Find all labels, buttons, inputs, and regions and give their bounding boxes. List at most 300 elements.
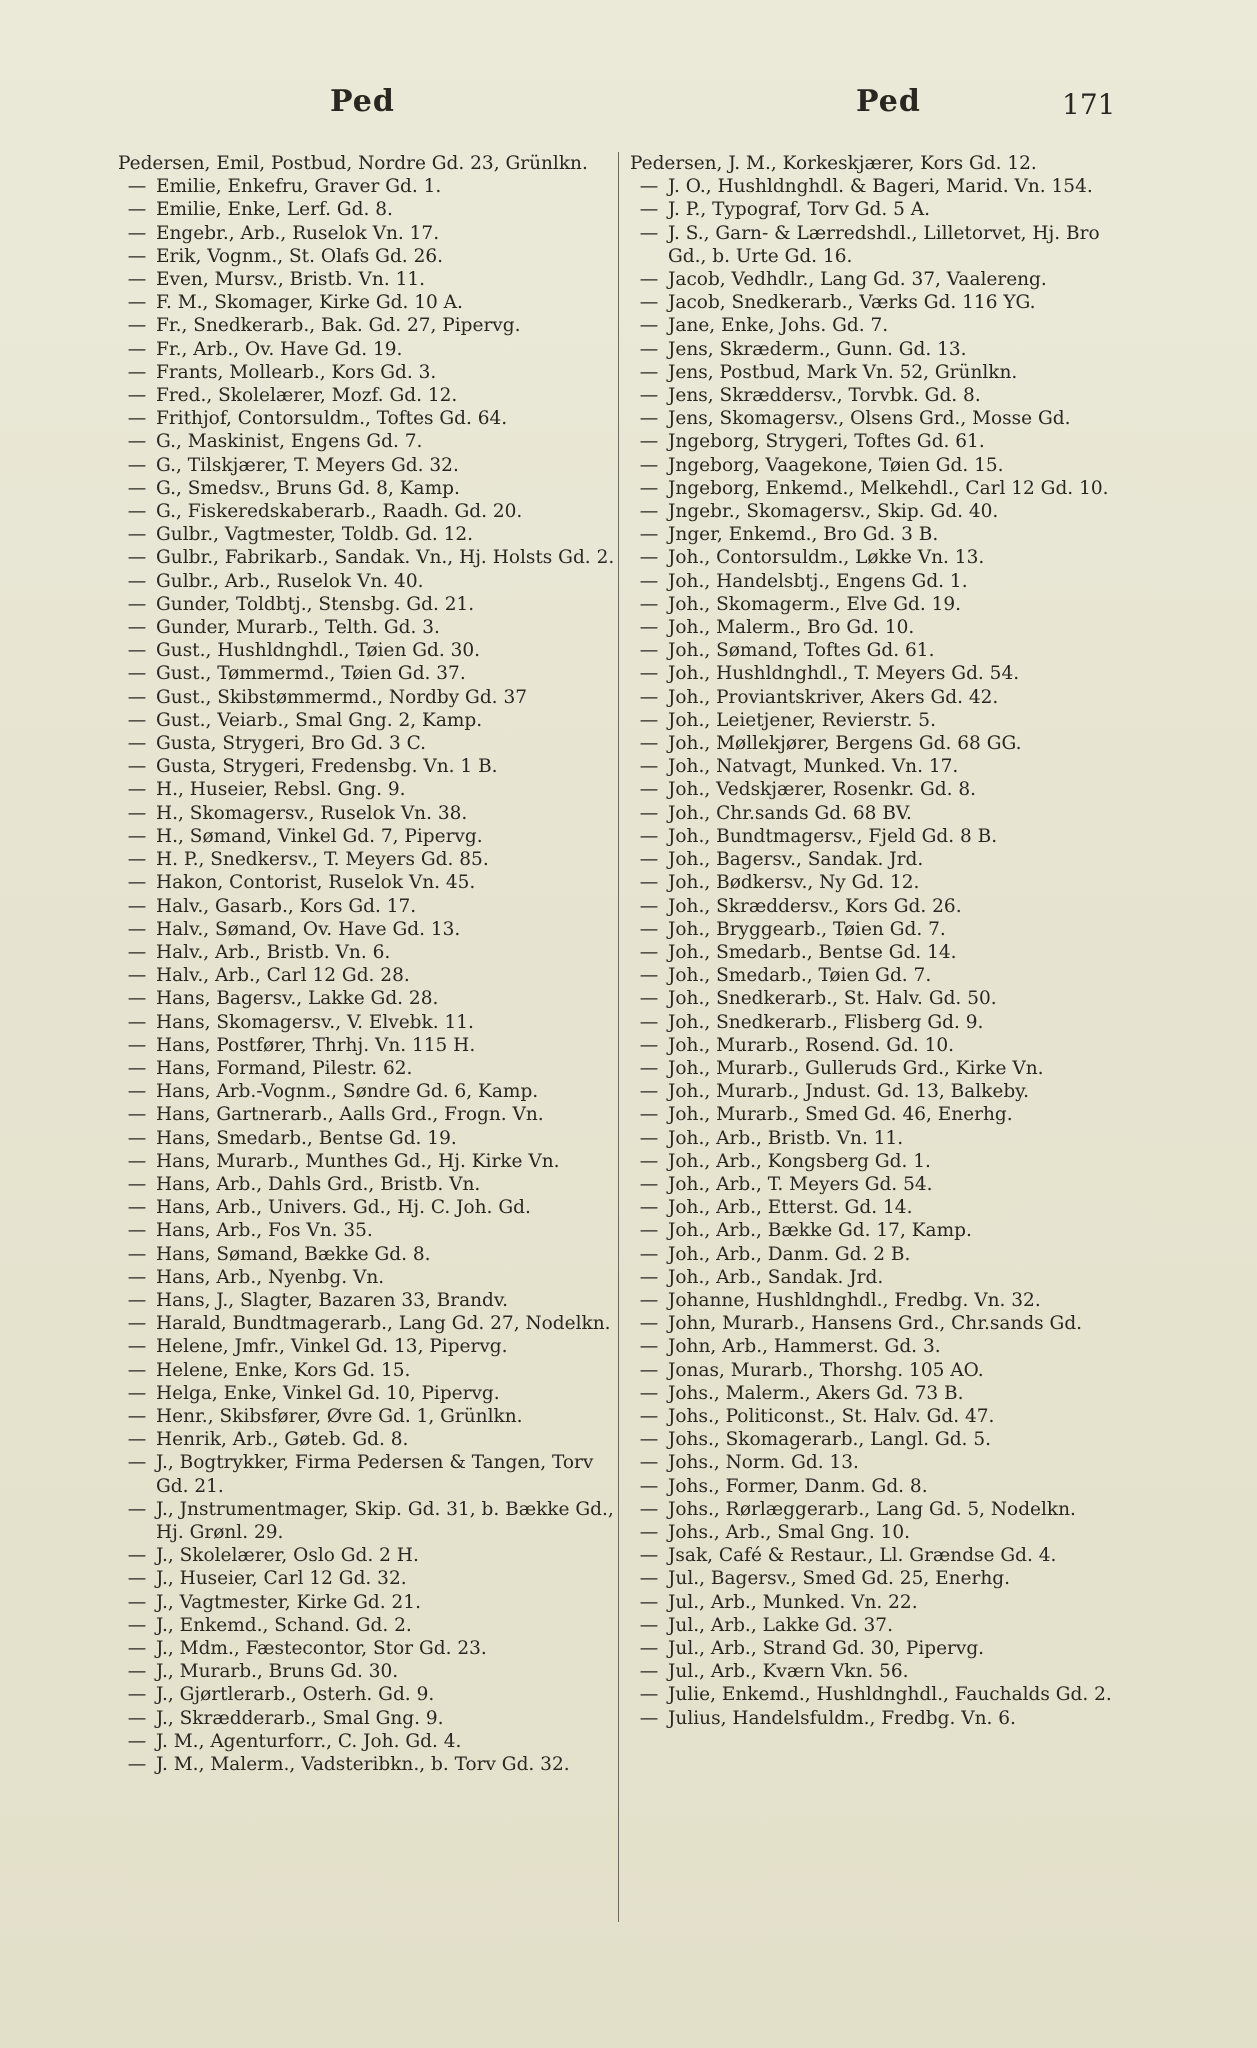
ditto-dash: — [639,1057,659,1079]
ditto-dash: — [127,872,147,894]
directory-entry [630,314,1130,337]
directory-entry [118,1707,618,1730]
ditto-dash: — [639,524,659,546]
ditto-dash: — [127,756,147,778]
ditto-dash: — [127,918,147,940]
ditto-dash: — [127,1081,147,1103]
ditto-dash: — [127,431,147,453]
entry-text: Hans, Skomagersv., V. Elvebk. 11. [156,1011,474,1033]
ditto-dash: — [127,1359,147,1381]
ditto-dash: — [127,1498,147,1520]
ditto-dash: — [127,1452,147,1474]
entry-text: Joh., Arb., Sandak. Jrd. [668,1266,884,1288]
ditto-dash: — [127,825,147,847]
ditto-dash: — [127,1429,147,1451]
entry-text: Helga, Enke, Vinkel Gd. 10, Pipervg. [156,1382,500,1404]
directory-entry [118,361,618,384]
directory-entry [630,1289,1130,1312]
entry-text: Hans, Arb.-Vognm., Søndre Gd. 6, Kamp. [156,1081,539,1103]
directory-entry [630,222,1130,268]
entry-text: Helene, Enke, Kors Gd. 15. [156,1359,411,1381]
ditto-dash: — [639,1568,659,1590]
directory-entry [118,709,618,732]
entry-text: H. P., Snedkersv., T. Meyers Gd. 85. [156,849,489,871]
page-number: 171 [1062,88,1116,121]
directory-entry [630,825,1130,848]
entry-text: Johs., Former, Danm. Gd. 8. [668,1475,928,1497]
entry-text: Julie, Enkemd., Hushldnghdl., Fauchalds Gd. 2. [668,1684,1112,1706]
ditto-dash: — [127,524,147,546]
ditto-dash: — [639,872,659,894]
entry-text: Johs., Arb., Smal Gng. 10. [668,1521,911,1543]
directory-entry [118,454,618,477]
directory-entry [630,407,1130,430]
ditto-dash: — [127,1638,147,1659]
directory-entry [630,871,1130,894]
ditto-dash: — [639,1127,659,1149]
ditto-dash: — [127,477,147,499]
ditto-dash: — [639,1336,659,1358]
ditto-dash: — [127,779,147,801]
entry-text: Jacob, Snedkerarb., Værks Gd. 116 YG. [668,292,1036,314]
entry-text: Joh., Murarb., Jndust. Gd. 13, Balkeby. [668,1081,1030,1103]
ditto-dash: — [639,802,659,824]
ditto-dash: — [639,385,659,407]
entry-text: Hans, Smedarb., Bentse Gd. 19. [156,1127,457,1149]
directory-entry [630,732,1130,755]
directory-entry [630,709,1130,732]
right-column [630,152,1130,1730]
directory-entry [630,430,1130,453]
ditto-dash: — [127,1568,147,1590]
directory-entry [630,546,1130,569]
ditto-dash: — [639,849,659,871]
ditto-dash: — [639,1521,659,1543]
entry-text: Joh., Leietjener, Revierstr. 5. [668,709,936,731]
entry-text: Gunder, Murarb., Telth. Gd. 3. [156,617,440,639]
entry-text: Jul., Bagersv., Smed Gd. 25, Enerhg. [668,1568,1010,1590]
entry-text: Hans, Arb., Univers. Gd., Hj. C. Joh. Gd. [156,1197,531,1219]
directory-entry [118,871,618,894]
entry-text: Jngebr., Skomagersv., Skip. Gd. 40. [668,501,999,523]
ditto-dash: — [127,733,147,755]
directory-entry [118,802,618,825]
ditto-dash: — [639,292,659,314]
entry-text: Joh., Arb., Bristb. Vn. 11. [668,1127,904,1149]
entry-text: Gunder, Toldbtj., Stensbg. Gd. 21. [156,593,475,615]
ditto-dash: — [127,593,147,615]
directory-entry [118,1289,618,1312]
directory-entry [630,778,1130,801]
entry-text: J., Jnstrumentmager, Skip. Gd. 31, b. Bække Gd., Hj. Grønl. 29. [156,1498,614,1543]
directory-entry [118,1335,618,1358]
directory-entry [118,1011,618,1034]
directory-entry [630,1451,1130,1474]
ditto-dash: — [127,1684,147,1706]
entry-text: Hans, Gartnerarb., Aalls Grd., Frogn. Vn. [156,1104,544,1126]
directory-entry [118,778,618,801]
entry-text: J., Skrædderarb., Smal Gng. 9. [156,1707,444,1729]
directory-entry [630,1660,1130,1683]
directory-entry [118,245,618,268]
ditto-dash: — [639,1591,659,1613]
directory-entry [118,686,618,709]
ditto-dash: — [127,1754,147,1776]
ditto-dash: — [127,361,147,383]
ditto-dash: — [639,825,659,847]
directory-entry [630,1057,1130,1080]
directory-entry [630,639,1130,662]
directory-entry [630,361,1130,384]
ditto-dash: — [639,1661,659,1683]
entry-text: Joh., Arb., T. Meyers Gd. 54. [668,1173,933,1195]
entry-text: Fred., Skolelærer, Mozf. Gd. 12. [156,385,458,407]
directory-entry [118,1637,618,1660]
ditto-dash: — [639,895,659,917]
directory-entry [630,1103,1130,1126]
entry-text: Hans, Arb., Dahls Grd., Bristb. Vn. [156,1173,481,1195]
directory-entry [118,152,618,175]
directory-entry [118,755,618,778]
entry-text: Fr., Snedkerarb., Bak. Gd. 27, Pipervg. [156,315,521,337]
ditto-dash: — [127,1057,147,1079]
ditto-dash: — [127,547,147,569]
ditto-dash: — [127,338,147,360]
entry-text: Joh., Murarb., Smed Gd. 46, Enerhg. [668,1104,1013,1126]
entry-text: F. M., Skomager, Kirke Gd. 10 A. [156,292,463,314]
ditto-dash: — [639,1220,659,1242]
ditto-dash: — [127,292,147,314]
directory-entry [118,198,618,221]
entry-text: G., Smedsv., Bruns Gd. 8, Kamp. [156,477,460,499]
ditto-dash: — [639,1081,659,1103]
ditto-dash: — [127,1104,147,1126]
directory-entry [630,1637,1130,1660]
entry-text: Julius, Handelsfuldm., Fredbg. Vn. 6. [668,1707,1016,1729]
entry-text: Jonas, Murarb., Thorshg. 105 AO. [668,1359,984,1381]
entry-text: Joh., Malerm., Bro Gd. 10. [668,617,915,639]
directory-entry [630,268,1130,291]
directory-entry [118,593,618,616]
directory-entry [630,152,1130,175]
ditto-dash: — [639,1011,659,1033]
directory-entry [118,1266,618,1289]
directory-entry [118,268,618,291]
directory-entry [630,384,1130,407]
ditto-dash: — [127,1707,147,1729]
ditto-dash: — [127,1197,147,1219]
directory-entry [118,1428,618,1451]
directory-entry [118,1359,618,1382]
column-divider [618,152,619,1922]
entry-text: Jul., Arb., Munked. Vn. 22. [668,1591,918,1613]
entry-text: Joh., Murarb., Rosend. Gd. 10. [668,1034,955,1056]
directory-entry [118,314,618,337]
entry-text: Pedersen, J. M., Korkeskjærer, Kors Gd. 12. [630,153,1037,174]
entry-text: Joh., Bagersv., Sandak. Jrd. [668,849,924,871]
entry-text: Joh., Sømand, Toftes Gd. 61. [668,640,935,662]
directory-entry [630,1567,1130,1590]
directory-entry [118,616,618,639]
entry-text: Helene, Jmfr., Vinkel Gd. 13, Pipervg. [156,1336,508,1358]
entry-text: Joh., Skræddersv., Kors Gd. 26. [668,895,962,917]
ditto-dash: — [639,1289,659,1311]
entry-text: G., Tilskjærer, T. Meyers Gd. 32. [156,454,459,476]
directory-entry [630,662,1130,685]
entry-text: J., Enkemd., Schand. Gd. 2. [156,1614,412,1636]
directory-entry [118,1683,618,1706]
directory-entry [630,1219,1130,1242]
entry-text: Hans, Arb., Fos Vn. 35. [156,1220,373,1242]
entry-text: J., Skolelærer, Oslo Gd. 2 H. [156,1545,419,1567]
entry-text: Gust., Hushldnghdl., Tøien Gd. 30. [156,640,481,662]
directory-entry [118,1660,618,1683]
directory-entry [118,1312,618,1335]
entry-text: Johs., Rørlæggerarb., Lang Gd. 5, Nodelkn. [668,1498,1076,1520]
ditto-dash: — [639,1034,659,1056]
entry-text: Johanne, Hushldnghdl., Fredbg. Vn. 32. [668,1289,1041,1311]
entry-text: Joh., Arb., Kongsberg Gd. 1. [668,1150,931,1172]
directory-entry [630,338,1130,361]
directory-entry [630,1382,1130,1405]
entry-text: H., Huseier, Rebsl. Gng. 9. [156,779,406,801]
entry-text: Joh., Vedskjærer, Rosenkr. Gd. 8. [668,779,976,801]
directory-entry [118,338,618,361]
ditto-dash: — [639,1313,659,1335]
directory-entry [118,1498,618,1544]
ditto-dash: — [127,941,147,963]
directory-entry [118,895,618,918]
directory-entry [118,570,618,593]
ditto-dash: — [639,477,659,499]
directory-entry [630,1405,1130,1428]
entry-text: J. P., Typograf, Torv Gd. 5 A. [668,199,931,221]
directory-entry [118,175,618,198]
entry-text: J., Mdm., Fæstecontor, Stor Gd. 23. [156,1638,487,1659]
ditto-dash: — [639,709,659,731]
entry-text: Jngeborg, Enkemd., Melkehdl., Carl 12 Gd. 10. [668,477,1109,499]
ditto-dash: — [639,1243,659,1265]
entry-text: Emilie, Enkefru, Graver Gd. 1. [156,176,442,198]
directory-entry [630,523,1130,546]
directory-entry [630,1475,1130,1498]
directory-entry [630,1614,1130,1637]
entry-text: Hans, J., Slagter, Bazaren 33, Brandv. [156,1289,509,1311]
entry-text: Frithjof, Contorsuldm., Toftes Gd. 64. [156,408,508,430]
directory-entry [118,639,618,662]
entry-text: Joh., Handelsbtj., Engens Gd. 1. [668,570,968,592]
ditto-dash: — [639,756,659,778]
directory-entry [630,477,1130,500]
directory-entry [118,1219,618,1242]
entry-text: Joh., Contorsuldm., Løkke Vn. 13. [668,547,985,569]
entry-text: Hans, Bagersv., Lakke Gd. 28. [156,988,439,1010]
ditto-dash: — [639,408,659,430]
entry-text: Gusta, Strygeri, Bro Gd. 3 C. [156,733,426,755]
ditto-dash: — [127,1405,147,1427]
entry-text: Joh., Proviantskriver, Akers Gd. 42. [668,686,999,708]
entry-text: Jens, Skomagersv., Olsens Grd., Mosse Gd. [668,408,1071,430]
directory-entry [630,802,1130,825]
directory-entry [630,454,1130,477]
entry-text: Joh., Arb., Bække Gd. 17, Kamp. [668,1220,972,1242]
ditto-dash: — [639,1498,659,1520]
ditto-dash: — [127,849,147,871]
directory-entry [118,523,618,546]
entry-text: Harald, Bundtmagerarb., Lang Gd. 27, Nodelkn. [156,1313,611,1335]
ditto-dash: — [639,686,659,708]
ditto-dash: — [639,1266,659,1288]
ditto-dash: — [639,1684,659,1706]
ditto-dash: — [127,895,147,917]
directory-entry [118,1730,618,1753]
entry-text: Johs., Politiconst., St. Halv. Gd. 47. [668,1405,995,1427]
directory-entry [630,1359,1130,1382]
directory-entry [118,1057,618,1080]
entry-text: Joh., Smedarb., Bentse Gd. 14. [668,941,957,963]
directory-entry [118,1753,618,1776]
directory-entry [118,430,618,453]
entry-text: John, Murarb., Hansens Grd., Chr.sands Gd. [668,1313,1083,1335]
ditto-dash: — [639,617,659,639]
ditto-dash: — [127,965,147,987]
directory-entry [630,1428,1130,1451]
ditto-dash: — [127,269,147,291]
entry-text: Joh., Arb., Danm. Gd. 2 B. [668,1243,911,1265]
entry-text: H., Sømand, Vinkel Gd. 7, Pipervg. [156,825,483,847]
directory-entry [118,1382,618,1405]
entry-text: Hans, Murarb., Munthes Gd., Hj. Kirke Vn. [156,1150,560,1172]
directory-entry [118,662,618,685]
entry-text: Joh., Møllekjører, Bergens Gd. 68 GG. [668,733,1022,755]
directory-entry [630,1521,1130,1544]
ditto-dash: — [639,547,659,569]
ditto-dash: — [127,709,147,731]
directory-entry [630,987,1130,1010]
entry-text: Joh., Bundtmagersv., Fjeld Gd. 8 B. [668,825,998,847]
entry-text: Joh., Snedkerarb., Flisberg Gd. 9. [668,1011,984,1033]
ditto-dash: — [127,802,147,824]
directory-entry [630,755,1130,778]
entry-text: Henr., Skibsfører, Øvre Gd. 1, Grünlkn. [156,1405,523,1427]
directory-entry [118,1080,618,1103]
ditto-dash: — [127,1173,147,1195]
directory-entry [630,500,1130,523]
directory-entry [118,407,618,430]
entry-text: Jngeborg, Strygeri, Toftes Gd. 61. [668,431,985,453]
entry-text: Joh., Smedarb., Tøien Gd. 7. [668,965,932,987]
ditto-dash: — [639,1359,659,1381]
entry-text: Hans, Arb., Nyenbg. Vn. [156,1266,385,1288]
entry-text: Fr., Arb., Ov. Have Gd. 19. [156,338,403,360]
ditto-dash: — [639,176,659,198]
directory-entry [118,222,618,245]
entry-text: Hans, Formand, Pilestr. 62. [156,1057,413,1079]
entry-text: Jacob, Vedhdlr., Lang Gd. 37, Vaalereng. [668,269,1047,291]
directory-entry [118,732,618,755]
directory-entry [630,1544,1130,1567]
ditto-dash: — [127,1614,147,1636]
ditto-dash: — [639,640,659,662]
ditto-dash: — [639,1405,659,1427]
ditto-dash: — [639,593,659,615]
entry-text: Joh., Natvagt, Munked. Vn. 17. [668,756,959,778]
ditto-dash: — [639,941,659,963]
ditto-dash: — [127,245,147,267]
ditto-dash: — [639,1150,659,1172]
entry-text: Joh., Chr.sands Gd. 68 BV. [668,802,912,824]
directory-entry [630,1498,1130,1521]
directory-entry [118,1614,618,1637]
entry-text: J., Huseier, Carl 12 Gd. 32. [156,1568,407,1590]
ditto-dash: — [639,431,659,453]
entry-text: Halv., Sømand, Ov. Have Gd. 13. [156,918,461,940]
entry-text: Jul., Arb., Kværn Vkn. 56. [668,1661,909,1683]
entry-text: Hans, Postfører, Thrhj. Vn. 115 H. [156,1034,476,1056]
entry-text: Gust., Tømmermd., Tøien Gd. 37. [156,663,466,685]
directory-entry [630,918,1130,941]
ditto-dash: — [127,1289,147,1311]
directory-entry [118,1405,618,1428]
directory-entry [118,1173,618,1196]
directory-entry [118,848,618,871]
directory-entry [630,616,1130,639]
entry-text: Joh., Arb., Etterst. Gd. 14. [668,1197,913,1219]
ditto-dash: — [127,1011,147,1033]
ditto-dash: — [127,686,147,708]
directory-entry [630,570,1130,593]
ditto-dash: — [639,1429,659,1451]
ditto-dash: — [127,988,147,1010]
ditto-dash: — [127,617,147,639]
directory-entry [118,1243,618,1266]
entry-text: Halv., Gasarb., Kors Gd. 17. [156,895,417,917]
directory-entry [118,1451,618,1497]
ditto-dash: — [639,1452,659,1474]
entry-text: J., Vagtmester, Kirke Gd. 21. [156,1591,421,1613]
entry-text: Even, Mursv., Bristb. Vn. 11. [156,269,426,291]
directory-entry [118,1150,618,1173]
ditto-dash: — [127,408,147,430]
ditto-dash: — [127,1220,147,1242]
ditto-dash: — [639,1545,659,1567]
directory-entry [630,1243,1130,1266]
entry-text: Gulbr., Vagtmester, Toldb. Gd. 12. [156,524,474,546]
entry-text: J., Bogtrykker, Firma Pedersen & Tangen, Torv Gd. 21. [156,1452,594,1497]
ditto-dash: — [639,1382,659,1404]
directory-entry [118,1567,618,1590]
entry-text: Jul., Arb., Lakke Gd. 37. [668,1614,893,1636]
directory-entry [630,1034,1130,1057]
entry-text: Halv., Arb., Bristb. Vn. 6. [156,941,391,963]
directory-entry [630,1683,1130,1706]
directory-entry [118,918,618,941]
directory-entry [630,175,1130,198]
ditto-dash: — [127,315,147,337]
directory-entry [630,198,1130,221]
entry-text: Hans, Sømand, Bække Gd. 8. [156,1243,431,1265]
ditto-dash: — [639,199,659,221]
directory-entry [630,1080,1130,1103]
entry-text: Halv., Arb., Carl 12 Gd. 28. [156,965,410,987]
entry-text: Gulbr., Fabrikarb., Sandak. Vn., Hj. Holsts Gd. 2. [156,547,615,569]
entry-text: Pedersen, Emil, Postbud, Nordre Gd. 23, Grünlkn. [118,153,588,174]
entry-text: J., Murarb., Bruns Gd. 30. [156,1661,399,1683]
directory-entry [118,291,618,314]
directory-entry [118,546,618,569]
directory-entry [630,1591,1130,1614]
directory-entry [630,1312,1130,1335]
